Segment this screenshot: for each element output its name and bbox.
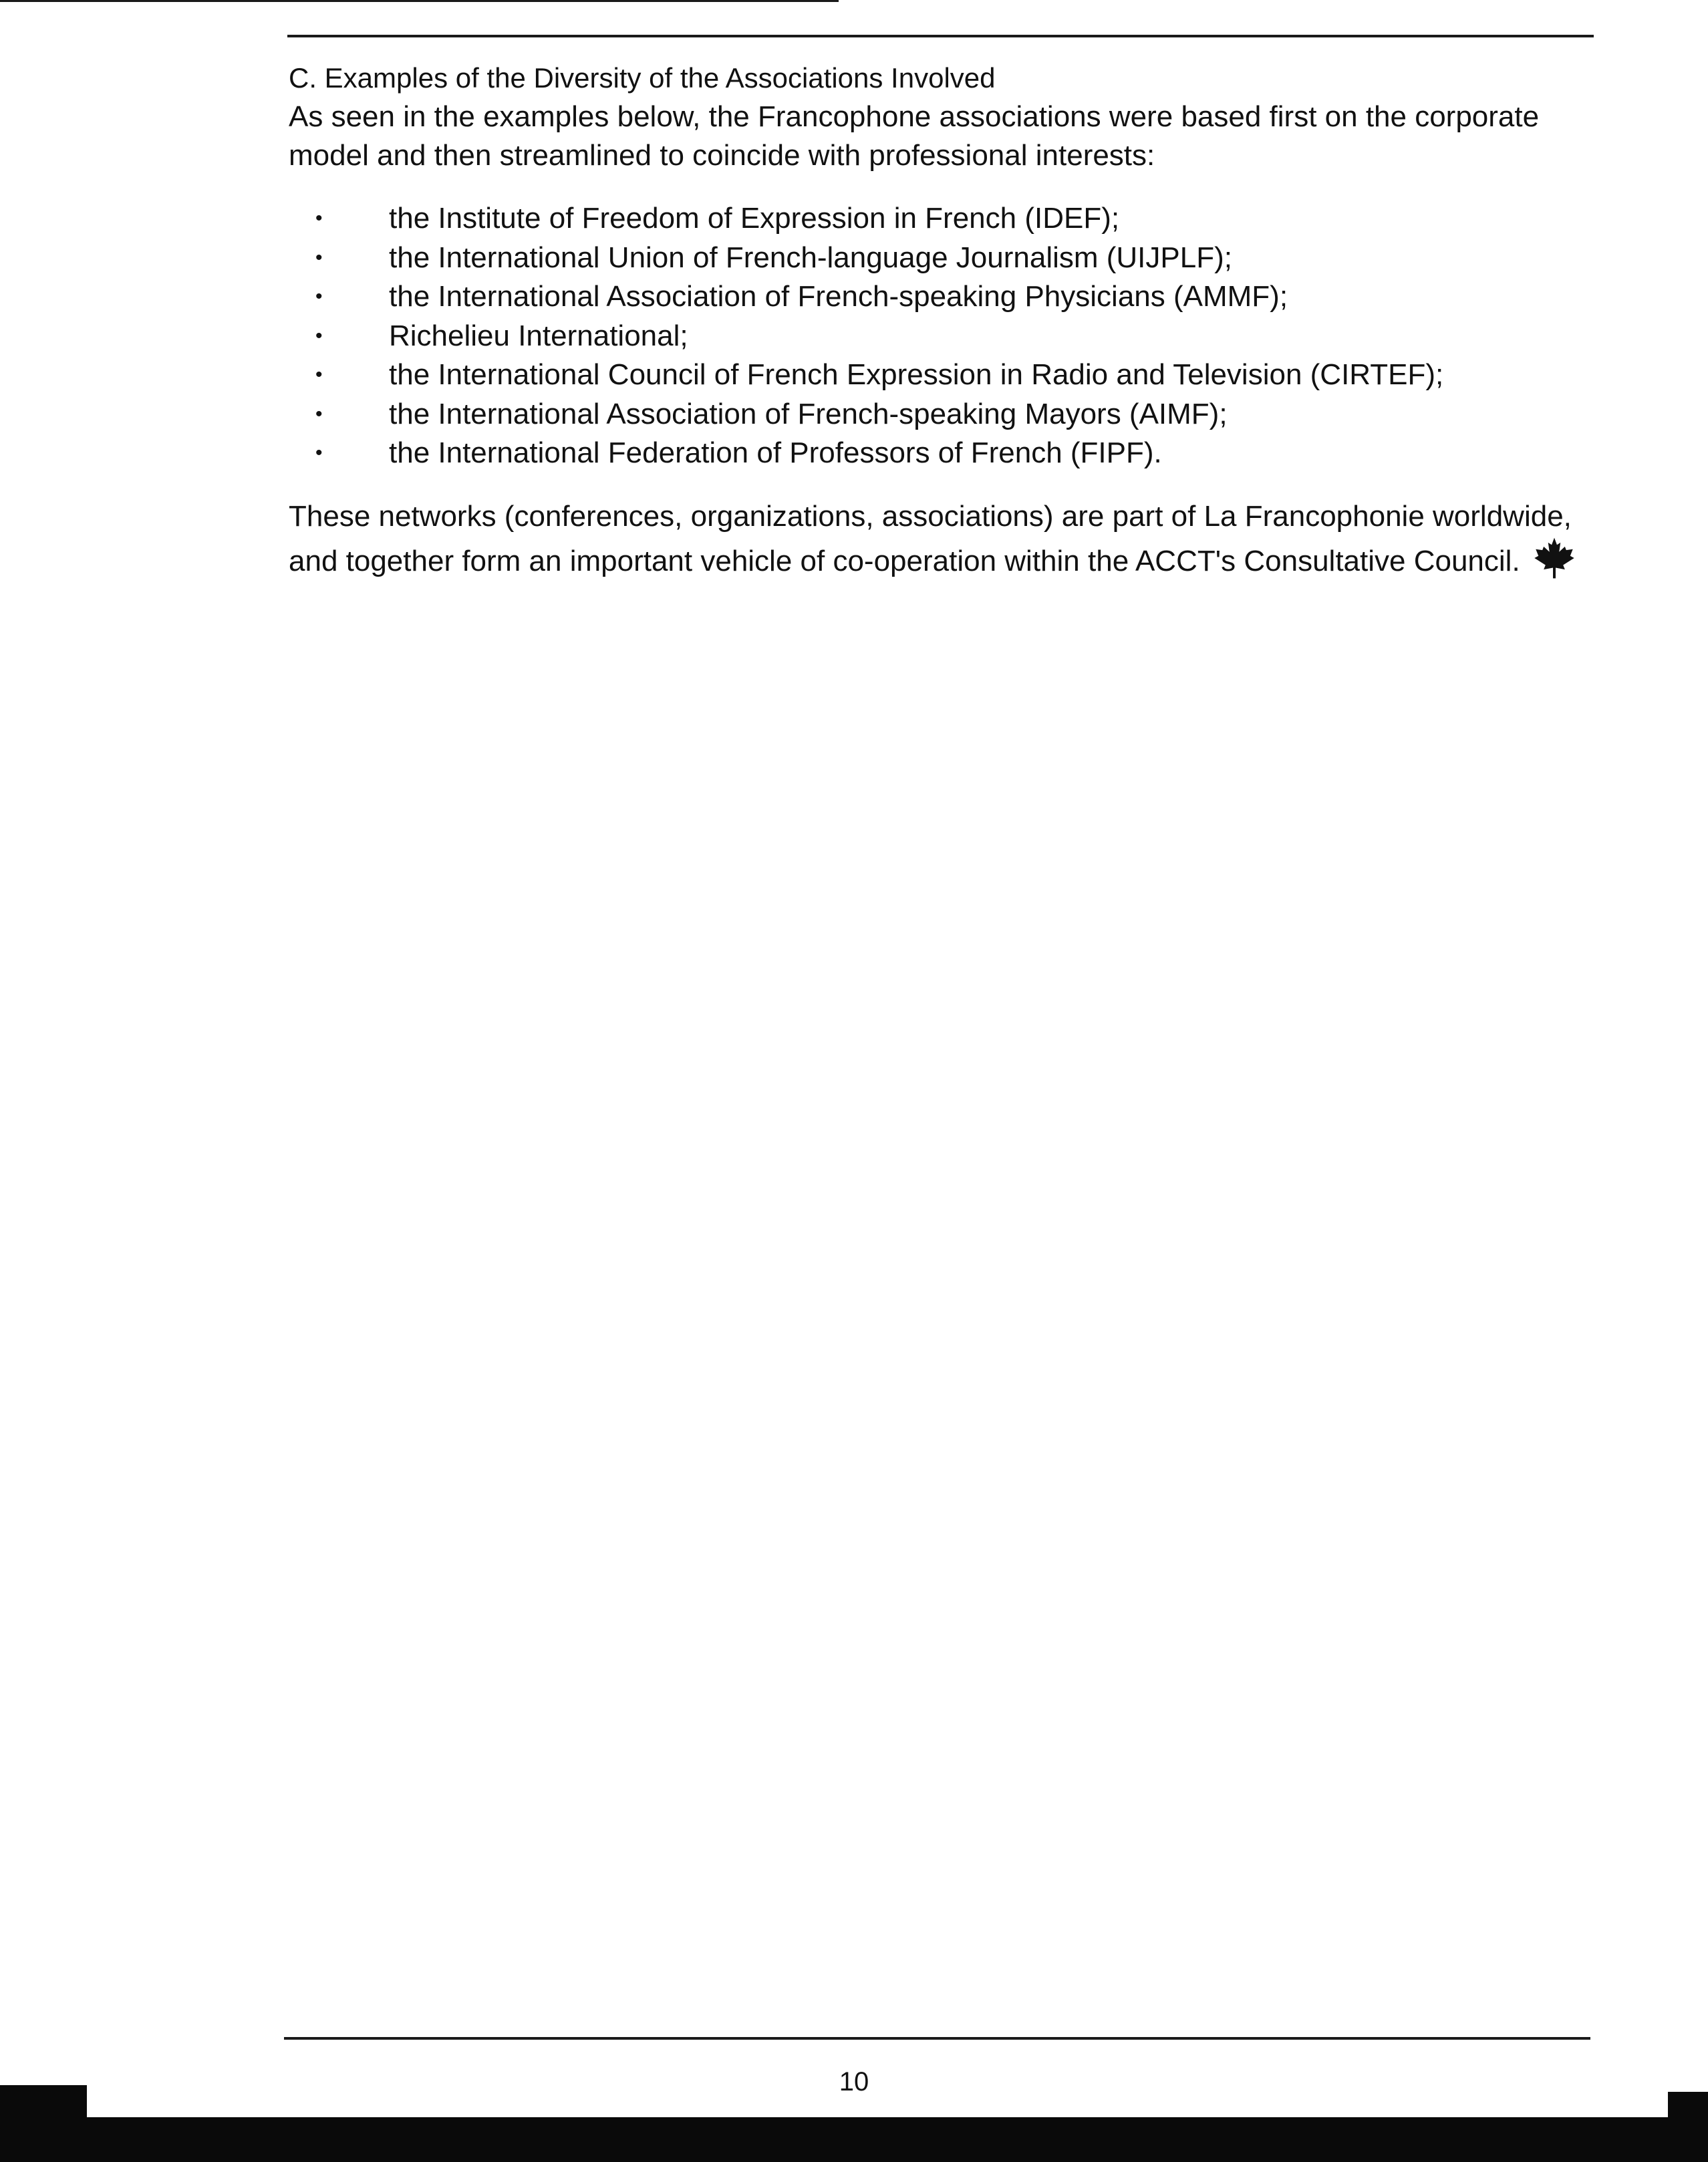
- bullet-icon: •: [315, 364, 323, 386]
- list-item: [289, 277, 1598, 317]
- top-edge-rule: [0, 0, 839, 2]
- list-item-text: the International Federation of Professors of French (FIPF).: [389, 436, 1162, 469]
- list-item-text: the International Union of French-language Journalism (UIJPLF);: [389, 241, 1232, 274]
- intro-paragraph: As seen in the examples below, the Francophone associations were based first on the corporate model and then streamlined to coincide with professional interests:: [289, 100, 1540, 172]
- footer-rule: [284, 2037, 1590, 2040]
- list-item: [289, 317, 1598, 356]
- association-list: [289, 199, 1598, 473]
- page-body: [289, 59, 1598, 581]
- list-item: [289, 395, 1598, 434]
- section-heading: C. Examples of the Diversity of the Associations Involved: [289, 62, 996, 94]
- closing-text: These networks (conferences, organizations, associations) are part of La Francophonie worldwide, and together form an important vehicle of co-operation within the ACCT's Consultative Council.: [289, 499, 1572, 577]
- list-item: [289, 199, 1598, 239]
- bullet-icon: •: [315, 442, 323, 464]
- scan-edge-bottom: [0, 2117, 1708, 2162]
- maple-leaf-icon: [1532, 536, 1576, 580]
- list-item-text: the International Association of French-speaking Physicians (AMMF);: [389, 280, 1288, 313]
- bullet-icon: •: [315, 402, 323, 425]
- header-rule: [287, 35, 1594, 37]
- list-item: [289, 434, 1598, 473]
- list-item-text: the International Association of French-speaking Mayors (AIMF);: [389, 397, 1228, 430]
- bullet-icon: •: [315, 285, 323, 307]
- list-item-text: the Institute of Freedom of Expression in French (IDEF);: [389, 202, 1120, 235]
- bullet-icon: •: [315, 246, 323, 269]
- list-item: [289, 239, 1598, 278]
- list-item: [289, 356, 1598, 395]
- bullet-icon: •: [315, 207, 323, 229]
- bullet-icon: •: [315, 324, 323, 347]
- list-item-text: the International Council of French Expression in Radio and Television (CIRTEF);: [389, 358, 1444, 391]
- closing-paragraph: [289, 497, 1598, 581]
- list-item-text: Richelieu International;: [389, 319, 688, 352]
- page-number: 10: [839, 2067, 869, 2097]
